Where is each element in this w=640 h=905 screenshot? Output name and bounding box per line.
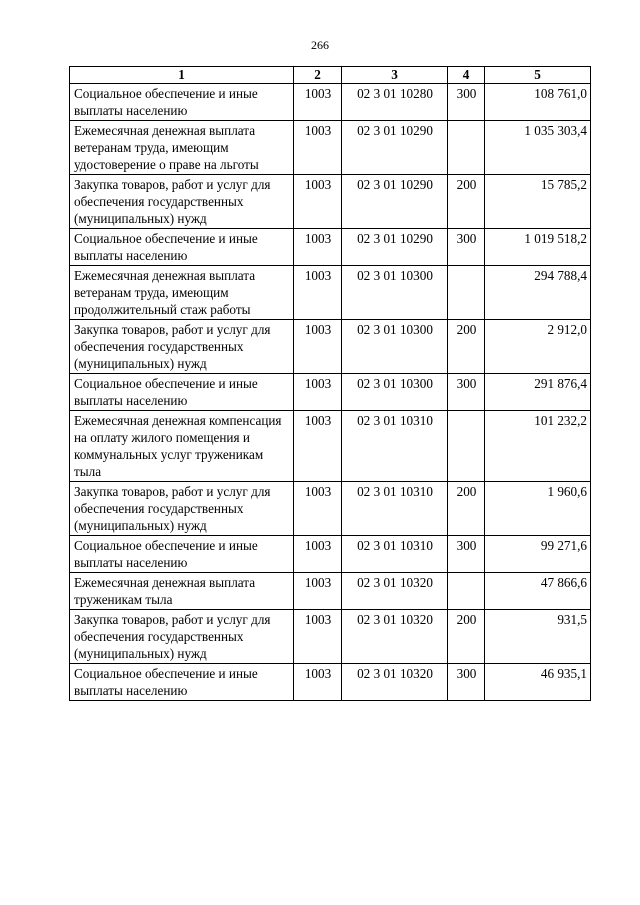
row-section-cell: 1003 <box>294 411 342 482</box>
row-section-cell: 1003 <box>294 536 342 573</box>
table-row <box>70 266 591 320</box>
row-amount-cell: 291 876,4 <box>485 374 591 411</box>
row-code-cell: 02 3 01 10300 <box>342 266 448 320</box>
row-amount-cell: 101 232,2 <box>485 411 591 482</box>
row-section-cell: 1003 <box>294 610 342 664</box>
table-body <box>70 84 591 701</box>
row-type-cell <box>448 266 485 320</box>
table-row <box>70 482 591 536</box>
row-amount-cell: 1 019 518,2 <box>485 229 591 266</box>
table-row <box>70 121 591 175</box>
row-type-cell: 200 <box>448 482 485 536</box>
row-code-cell: 02 3 01 10310 <box>342 411 448 482</box>
row-name-cell: Закупка товаров, работ и услуг для обеспечения государственных (муниципальных) нужд <box>70 320 294 374</box>
page-number: 266 <box>311 38 329 52</box>
row-section-cell: 1003 <box>294 482 342 536</box>
row-type-cell <box>448 121 485 175</box>
row-name-cell: Социальное обеспечение и иные выплаты населению <box>70 664 294 701</box>
row-type-cell: 300 <box>448 374 485 411</box>
header-col-4: 4 <box>448 67 485 84</box>
row-code-cell: 02 3 01 10310 <box>342 482 448 536</box>
row-name-cell: Социальное обеспечение и иные выплаты населению <box>70 84 294 121</box>
table-row <box>70 229 591 266</box>
row-name-cell: Ежемесячная денежная выплата ветеранам труда, имеющим удостоверение о праве на льготы <box>70 121 294 175</box>
row-section-cell: 1003 <box>294 266 342 320</box>
row-amount-cell: 99 271,6 <box>485 536 591 573</box>
row-code-cell: 02 3 01 10320 <box>342 664 448 701</box>
row-amount-cell: 108 761,0 <box>485 84 591 121</box>
header-col-2: 2 <box>294 67 342 84</box>
row-code-cell: 02 3 01 10300 <box>342 320 448 374</box>
row-code-cell: 02 3 01 10310 <box>342 536 448 573</box>
table-row <box>70 175 591 229</box>
row-name-cell: Социальное обеспечение и иные выплаты населению <box>70 536 294 573</box>
row-name-cell: Ежемесячная денежная выплата труженикам тыла <box>70 573 294 610</box>
table-row <box>70 664 591 701</box>
row-section-cell: 1003 <box>294 664 342 701</box>
row-section-cell: 1003 <box>294 374 342 411</box>
table-row <box>70 320 591 374</box>
table-row <box>70 374 591 411</box>
row-amount-cell: 46 935,1 <box>485 664 591 701</box>
table-row <box>70 610 591 664</box>
row-type-cell: 300 <box>448 664 485 701</box>
row-type-cell: 200 <box>448 320 485 374</box>
row-section-cell: 1003 <box>294 121 342 175</box>
row-type-cell: 300 <box>448 84 485 121</box>
header-col-1: 1 <box>70 67 294 84</box>
table-row <box>70 536 591 573</box>
header-col-5: 5 <box>485 67 591 84</box>
row-name-cell: Ежемесячная денежная выплата ветеранам труда, имеющим продолжительный стаж работы <box>70 266 294 320</box>
row-type-cell: 300 <box>448 229 485 266</box>
header-col-3: 3 <box>342 67 448 84</box>
row-code-cell: 02 3 01 10280 <box>342 84 448 121</box>
row-type-cell: 200 <box>448 175 485 229</box>
row-code-cell: 02 3 01 10290 <box>342 175 448 229</box>
row-amount-cell: 1 960,6 <box>485 482 591 536</box>
row-name-cell: Ежемесячная денежная компенсация на оплату жилого помещения и коммунальных услуг труженикам тыла <box>70 411 294 482</box>
row-code-cell: 02 3 01 10320 <box>342 573 448 610</box>
row-name-cell: Социальное обеспечение и иные выплаты населению <box>70 374 294 411</box>
table-row <box>70 573 591 610</box>
budget-table <box>69 66 591 701</box>
row-type-cell <box>448 573 485 610</box>
row-amount-cell: 47 866,6 <box>485 573 591 610</box>
row-type-cell: 200 <box>448 610 485 664</box>
table-row <box>70 411 591 482</box>
row-section-cell: 1003 <box>294 229 342 266</box>
row-amount-cell: 931,5 <box>485 610 591 664</box>
row-amount-cell: 294 788,4 <box>485 266 591 320</box>
row-section-cell: 1003 <box>294 175 342 229</box>
row-code-cell: 02 3 01 10290 <box>342 121 448 175</box>
table-row <box>70 84 591 121</box>
row-amount-cell: 2 912,0 <box>485 320 591 374</box>
row-code-cell: 02 3 01 10320 <box>342 610 448 664</box>
row-code-cell: 02 3 01 10300 <box>342 374 448 411</box>
row-name-cell: Закупка товаров, работ и услуг для обеспечения государственных (муниципальных) нужд <box>70 482 294 536</box>
row-name-cell: Закупка товаров, работ и услуг для обеспечения государственных (муниципальных) нужд <box>70 610 294 664</box>
row-type-cell <box>448 411 485 482</box>
row-section-cell: 1003 <box>294 84 342 121</box>
row-type-cell: 300 <box>448 536 485 573</box>
row-name-cell: Социальное обеспечение и иные выплаты населению <box>70 229 294 266</box>
row-name-cell: Закупка товаров, работ и услуг для обеспечения государственных (муниципальных) нужд <box>70 175 294 229</box>
row-amount-cell: 15 785,2 <box>485 175 591 229</box>
row-amount-cell: 1 035 303,4 <box>485 121 591 175</box>
table-header-row <box>70 67 591 84</box>
row-section-cell: 1003 <box>294 573 342 610</box>
row-code-cell: 02 3 01 10290 <box>342 229 448 266</box>
row-section-cell: 1003 <box>294 320 342 374</box>
